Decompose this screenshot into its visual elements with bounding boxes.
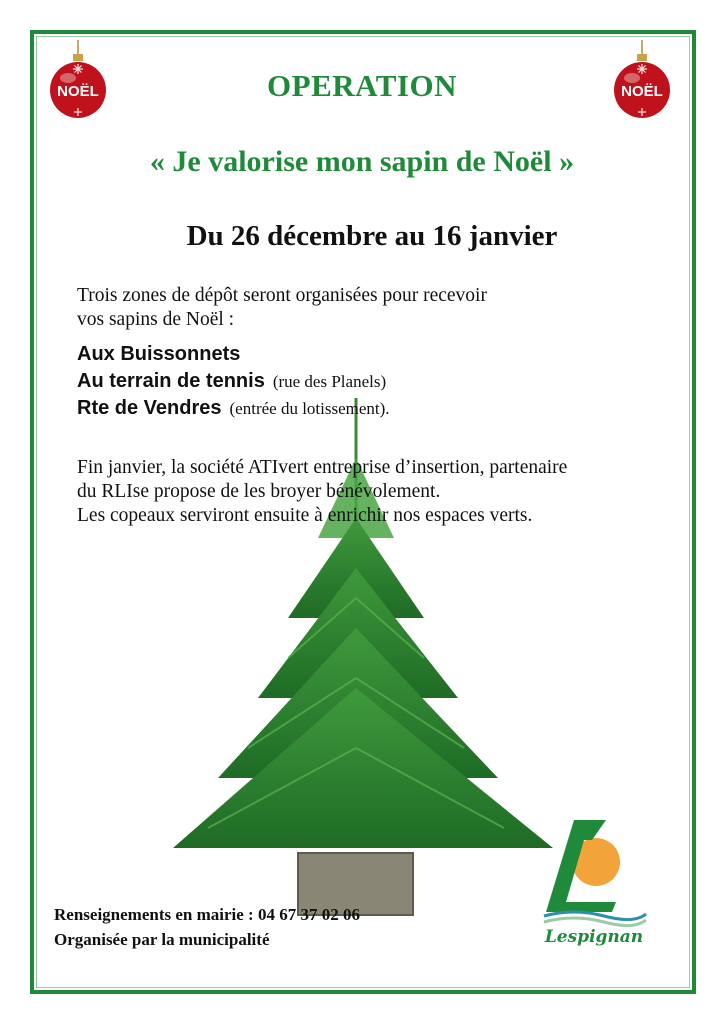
info-text	[77, 456, 677, 528]
list-item	[77, 397, 390, 424]
info-line: Les copeaux serviront ensuite à enrichir nos espaces verts.	[77, 505, 533, 526]
zone-note: (entrée du lotissement).	[229, 399, 390, 418]
zone-name: Au terrain de tennis	[77, 370, 265, 392]
organizer-info: Organisée par la municipalité	[54, 930, 270, 949]
drop-zones-list	[77, 343, 390, 424]
date-range: Du 26 décembre au 16 janvier	[186, 220, 558, 252]
ornament-label: NOËL	[621, 83, 663, 100]
intro-text	[77, 284, 487, 332]
intro-line: Trois zones de dépôt seront organisées pour recevoir	[77, 285, 487, 306]
intro-line: vos sapins de Noël :	[77, 309, 235, 330]
ornament-label: NOËL	[57, 83, 99, 100]
lespignan-logo	[534, 820, 654, 950]
contact-info: Renseignements en mairie : 04 67 37 02 06	[54, 905, 360, 924]
page-title: OPERATION	[267, 68, 457, 103]
list-item	[77, 343, 390, 370]
slogan: « Je valorise mon sapin de Noël »	[149, 145, 575, 178]
zone-name: Rte de Vendres	[77, 397, 222, 419]
zone-note: (rue des Planels)	[272, 372, 387, 391]
info-line: du RLIse propose de les broyer bénévolement.	[77, 481, 441, 502]
zone-name: Aux Buissonnets	[77, 343, 241, 365]
info-line: Fin janvier, la société ATIvert entreprise d’insertion, partenaire	[77, 457, 568, 478]
logo-text: Lespignan	[544, 927, 644, 947]
list-item	[77, 370, 390, 397]
